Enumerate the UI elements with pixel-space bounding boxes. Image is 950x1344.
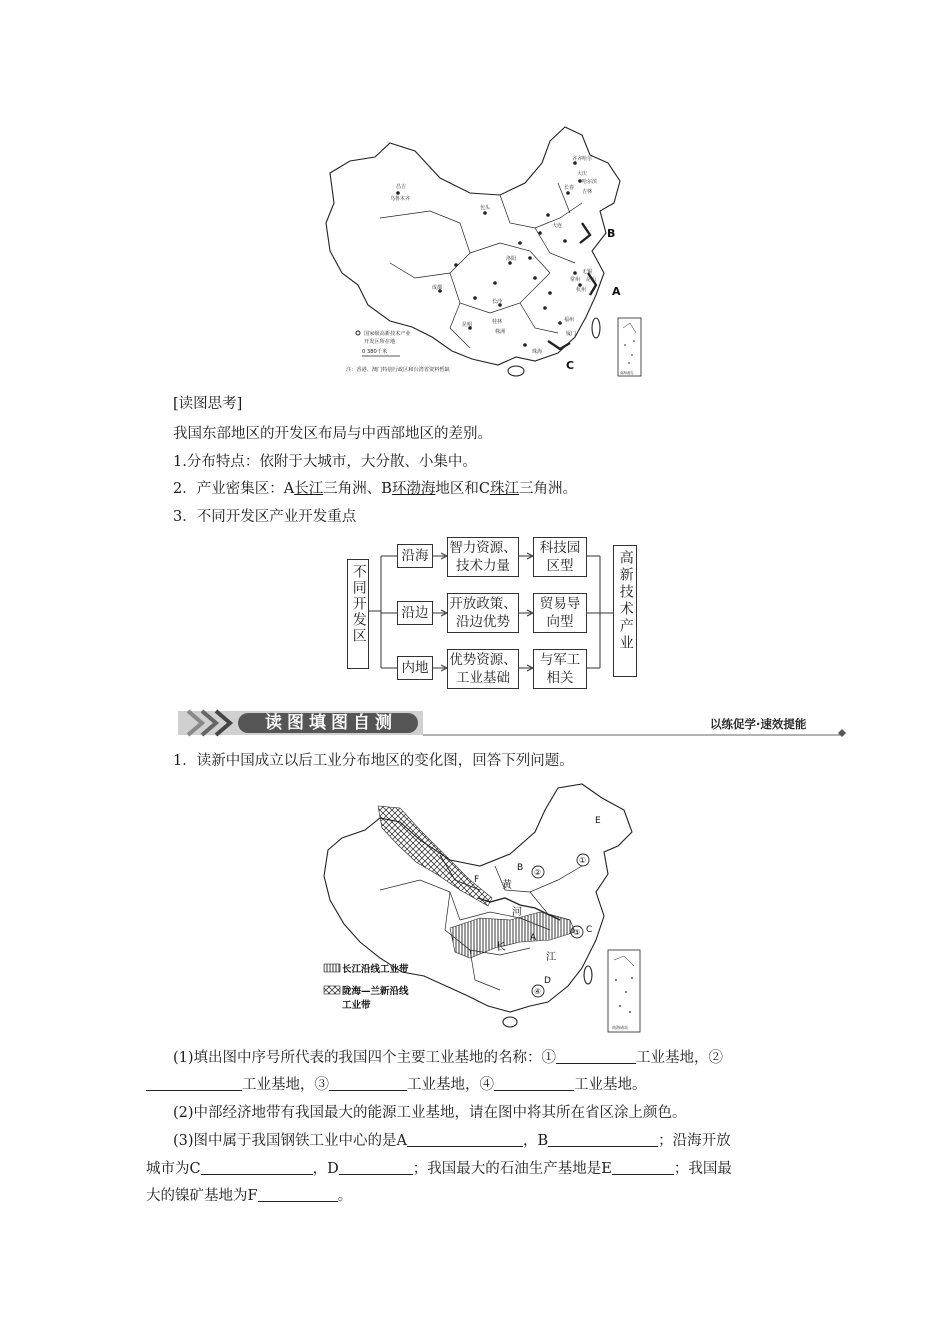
label-long: 长: [496, 942, 506, 953]
city-label: 哈尔滨: [582, 179, 598, 185]
industrial-distribution-map: [320, 780, 642, 1035]
city-label: 洛阳: [506, 256, 517, 262]
city-label: 吉林: [582, 189, 593, 195]
answer-blank-b[interactable]: [548, 1132, 658, 1147]
answer-blank-f[interactable]: [258, 1187, 338, 1202]
yangtze-belt: [450, 912, 575, 958]
city-label: 包头: [480, 205, 491, 211]
svg-text:南海诸岛: 南海诸岛: [612, 1025, 628, 1030]
section-banner: [178, 709, 848, 739]
city-label: 长春: [564, 185, 575, 191]
answer-b: 环渤海: [391, 481, 436, 497]
city-label: 乌鲁木齐: [390, 196, 411, 202]
exercise-part-1-line-1: (1)填出图中序号所代表的我国四个主要工业基地的名称：① 工业基地，②: [173, 1050, 724, 1066]
svg-text:南海诸岛: 南海诸岛: [620, 371, 634, 375]
city-label: 昆明: [462, 322, 473, 328]
target-box-high-tech: 高新技术产业: [613, 545, 637, 677]
exercise-part-3-line-3: 大的镍矿基地为F 。: [146, 1188, 353, 1204]
item-1: 1.分布特点：依附于大城市，大分散、小集中。: [173, 454, 477, 470]
svg-text:开发区所在地: 开发区所在地: [364, 339, 396, 345]
type-box-inland: 与军工 相关: [533, 649, 587, 689]
exercise-part-3-line-2: 城市为C ，D ；我国最大的石油生产基地是E ；我国最: [146, 1161, 732, 1177]
resource-box-coastal: 智力资源、 技术力量: [447, 537, 519, 577]
label-circle-3: ③: [573, 928, 581, 937]
label-f: F: [474, 875, 480, 885]
hainan-island: [508, 366, 524, 376]
taiwan-island: [592, 318, 600, 338]
label-c: C: [586, 925, 593, 935]
label-river: 河: [512, 907, 522, 918]
svg-text:0 380千米: 0 380千米: [362, 349, 388, 355]
answer-a: 长江: [294, 481, 324, 497]
city-label: 常州: [570, 277, 581, 283]
resource-box-border: 开放政策、 沿边优势: [447, 593, 519, 633]
svg-text:陇海—兰新沿线: 陇海—兰新沿线: [342, 986, 409, 997]
answer-blank-c[interactable]: [201, 1160, 313, 1175]
region-box-coastal: 沿海: [397, 544, 433, 568]
type-box-coastal: 科技园 区型: [533, 537, 587, 577]
answer-c: 珠江: [489, 481, 519, 497]
label-e: E: [595, 816, 601, 826]
exercise-part-3-line-1: (3)图中属于我国钢铁工业中心的是A ，B ；沿海开放: [173, 1133, 731, 1149]
section-heading: [读图思考]: [173, 396, 243, 412]
root-box-different-zones: 不同开发区: [347, 559, 369, 669]
svg-text:长江沿线工业带: 长江沿线工业带: [342, 964, 409, 975]
city-label: 株洲: [495, 329, 506, 335]
exercise-part-2: (2)中部经济地带有我国最大的能源工业基地，请在图中将其所在省区涂上颜色。: [173, 1105, 687, 1121]
map2-legend: [324, 963, 409, 1011]
city-label: 昆山: [586, 277, 597, 283]
city-label: 昌吉: [396, 184, 407, 190]
south-china-sea-inset: [618, 318, 641, 376]
city-label: 大庆: [577, 171, 588, 177]
marker-c: C: [566, 359, 575, 372]
exercise-part-1-line-2: 工业基地，③ 工业基地，④ 工业基地。: [146, 1075, 647, 1095]
answer-blank-4[interactable]: [494, 1076, 574, 1091]
longhai-lanxin-belt: [378, 806, 492, 906]
label-b: B: [517, 863, 524, 873]
city-label: 桂林: [492, 319, 503, 325]
region-box-inland: 内地: [397, 656, 433, 680]
hainan-island: [503, 1017, 517, 1027]
item-3: 3．不同开发区产业开发重点: [173, 509, 357, 525]
high-tech-zones-map: [320, 123, 642, 377]
answer-blank-3[interactable]: [329, 1076, 407, 1091]
city-label: 厦门: [566, 331, 577, 337]
marker-a: A: [612, 285, 621, 298]
label-circle-1: ①: [579, 856, 587, 865]
taiwan-island: [584, 966, 592, 984]
label-jiang: 江: [546, 952, 556, 963]
exercise-question-1: 1．读新中国成立以后工业分布地区的变化图，回答下列问题。: [173, 753, 574, 769]
answer-blank-1[interactable]: [556, 1049, 636, 1064]
label-circle-4: ④: [534, 987, 542, 996]
banner-subtitle: 以练促学·速效提能: [710, 717, 807, 731]
label-a: A: [530, 933, 537, 943]
banner-title: 读图填图自测: [265, 713, 397, 733]
development-zone-flowchart: [347, 537, 647, 697]
answer-blank-e[interactable]: [612, 1160, 674, 1175]
city-label: 无锡: [582, 269, 593, 275]
type-box-border: 贸易导 向型: [533, 593, 587, 633]
city-label: 长沙: [492, 299, 503, 305]
resource-box-inland: 优势资源、 工业基础: [447, 649, 519, 689]
svg-text:国家级高新技术产业: 国家级高新技术产业: [364, 331, 411, 337]
answer-blank-2[interactable]: [146, 1076, 242, 1091]
city-label: 齐齐哈尔: [572, 156, 593, 162]
region-box-border: 沿边: [397, 601, 433, 625]
item-2: 2．产业密集区：A长江三角洲、B环渤海地区和C珠江三角洲。: [173, 481, 577, 497]
label-circle-2: ②: [534, 868, 542, 877]
question-text: 我国东部地区的开发区布局与中西部地区的差别。: [173, 426, 492, 442]
label-yellow: 黄: [502, 880, 512, 891]
answer-blank-a[interactable]: [407, 1132, 523, 1147]
city-label: 成都: [432, 285, 443, 291]
map1-legend: [346, 329, 451, 373]
city-label: 珠海: [532, 349, 543, 355]
label-d: D: [544, 976, 551, 986]
city-label: 杭州: [576, 287, 587, 293]
svg-text:工业带: 工业带: [342, 1000, 371, 1011]
answer-blank-d[interactable]: [339, 1160, 413, 1175]
city-label: 福州: [564, 317, 575, 323]
svg-text:注：香港、澳门特别行政区和台湾省资料暂缺: 注：香港、澳门特别行政区和台湾省资料暂缺: [346, 367, 450, 373]
south-china-sea-inset: [608, 950, 640, 1032]
city-label: 大连: [552, 223, 563, 229]
marker-b: B: [607, 227, 616, 240]
